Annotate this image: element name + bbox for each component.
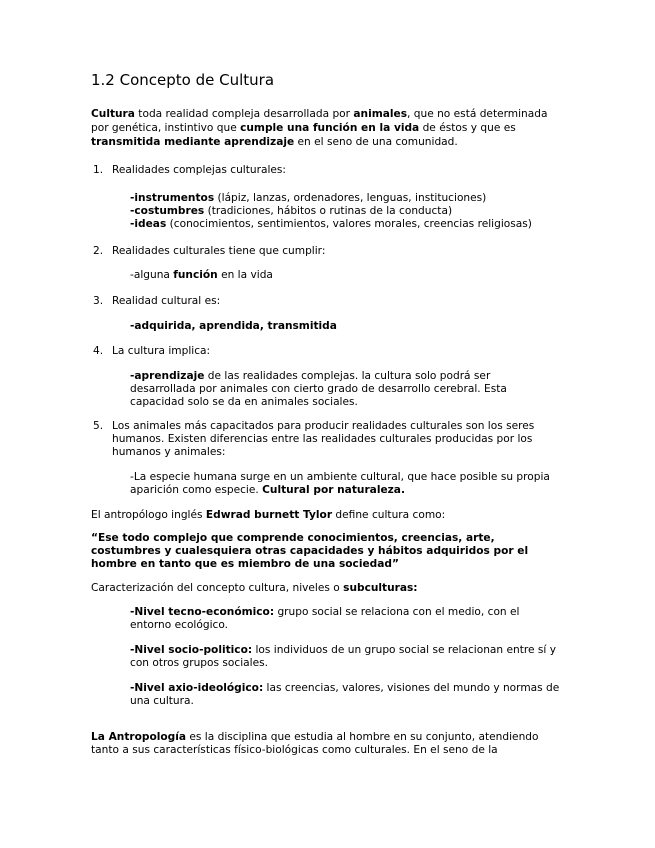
list-item-line: aparición como especie. Cultural por naturaleza. xyxy=(130,484,405,496)
list-number: 2. xyxy=(93,245,104,257)
nivel-line: -Nivel socio-politico: los individuos de un grupo social se relacionan entre sí y xyxy=(130,644,556,656)
nivel-line: una cultura. xyxy=(130,695,194,707)
quote-line-1: “Ese todo complejo que comprende conocimientos, creencias, arte, xyxy=(91,532,495,544)
term-cultura: Cultura xyxy=(91,108,135,120)
tylor-line: El antropólogo inglés Edwrad burnett Tylor define cultura como: xyxy=(91,509,446,521)
list-item-line: desarrollada por animales con cierto grado de desarrollo cerebral. Esta xyxy=(130,383,507,395)
list-item-line: -ideas (conocimientos, sentimientos, valores morales, creencias religiosas) xyxy=(130,218,532,230)
intro-line-2: por genética, instintivo que cumple una función en la vida de éstos y que es xyxy=(91,122,516,134)
intro-line-3: transmitida mediante aprendizaje en el seno de una comunidad. xyxy=(91,136,458,148)
intro-line-1: Cultura toda realidad compleja desarrollada por animales, que no está determinada xyxy=(91,108,548,120)
list-number: 3. xyxy=(93,295,104,307)
page-title: 1.2 Concepto de Cultura xyxy=(91,71,275,89)
term-animales: animales xyxy=(353,108,408,120)
caracterizacion-line: Caracterización del concepto cultura, niveles o subculturas: xyxy=(91,582,418,594)
list-item-title: Realidad cultural es: xyxy=(112,295,221,307)
list-item-title: humanos y animales: xyxy=(112,446,226,458)
list-item-line: -alguna función en la vida xyxy=(130,269,273,281)
list-item-line: -instrumentos (lápiz, lanzas, ordenadores, lenguas, instituciones) xyxy=(130,192,487,204)
nivel-line: con otros grupos sociales. xyxy=(130,657,269,669)
list-number: 5. xyxy=(93,420,104,432)
list-item-title: Los animales más capacitados para producir realidades culturales son los seres xyxy=(112,420,535,432)
final-line-2: tanto a sus características físico-biológicas como culturales. En el seno de la xyxy=(91,744,498,756)
nivel-line: -Nivel axio-ideológico: las creencias, valores, visiones del mundo y normas de xyxy=(130,682,560,694)
list-item-line: -aprendizaje de las realidades complejas. la cultura solo podrá ser xyxy=(130,370,491,382)
quote-line-2: costumbres y cualesquiera otras capacidades y hábitos adquiridos por el xyxy=(91,545,529,557)
list-item-title: Realidades complejas culturales: xyxy=(112,164,287,176)
list-number: 1. xyxy=(93,164,104,176)
list-item-title: Realidades culturales tiene que cumplir: xyxy=(112,245,326,257)
author-name: Edwrad burnett Tylor xyxy=(205,509,333,521)
list-item-line: -La especie humana surge en un ambiente cultural, que hace posible su propia xyxy=(130,471,550,483)
quote-line-3: hombre en tanto que es miembro de una sociedad” xyxy=(91,558,399,570)
list-item-line: -costumbres (tradiciones, hábitos o rutinas de la conducta) xyxy=(130,205,453,217)
nivel-line: -Nivel tecno-económico: grupo social se relaciona con el medio, con el xyxy=(130,606,520,618)
list-number: 4. xyxy=(93,345,104,357)
list-item-line: capacidad solo se da en animales sociales. xyxy=(130,396,358,408)
list-item-title: humanos. Existen diferencias entre las realidades culturales producidas por los xyxy=(112,433,533,445)
term-antropologia: La Antropología xyxy=(91,731,187,743)
nivel-line: entorno ecológico. xyxy=(130,619,229,631)
final-line-1: La Antropología es la disciplina que estudia al hombre en su conjunto, atendiendo xyxy=(91,731,539,743)
list-item-title: La cultura implica: xyxy=(112,345,211,357)
list-item-line: -adquirida, aprendida, transmitida xyxy=(130,320,337,332)
